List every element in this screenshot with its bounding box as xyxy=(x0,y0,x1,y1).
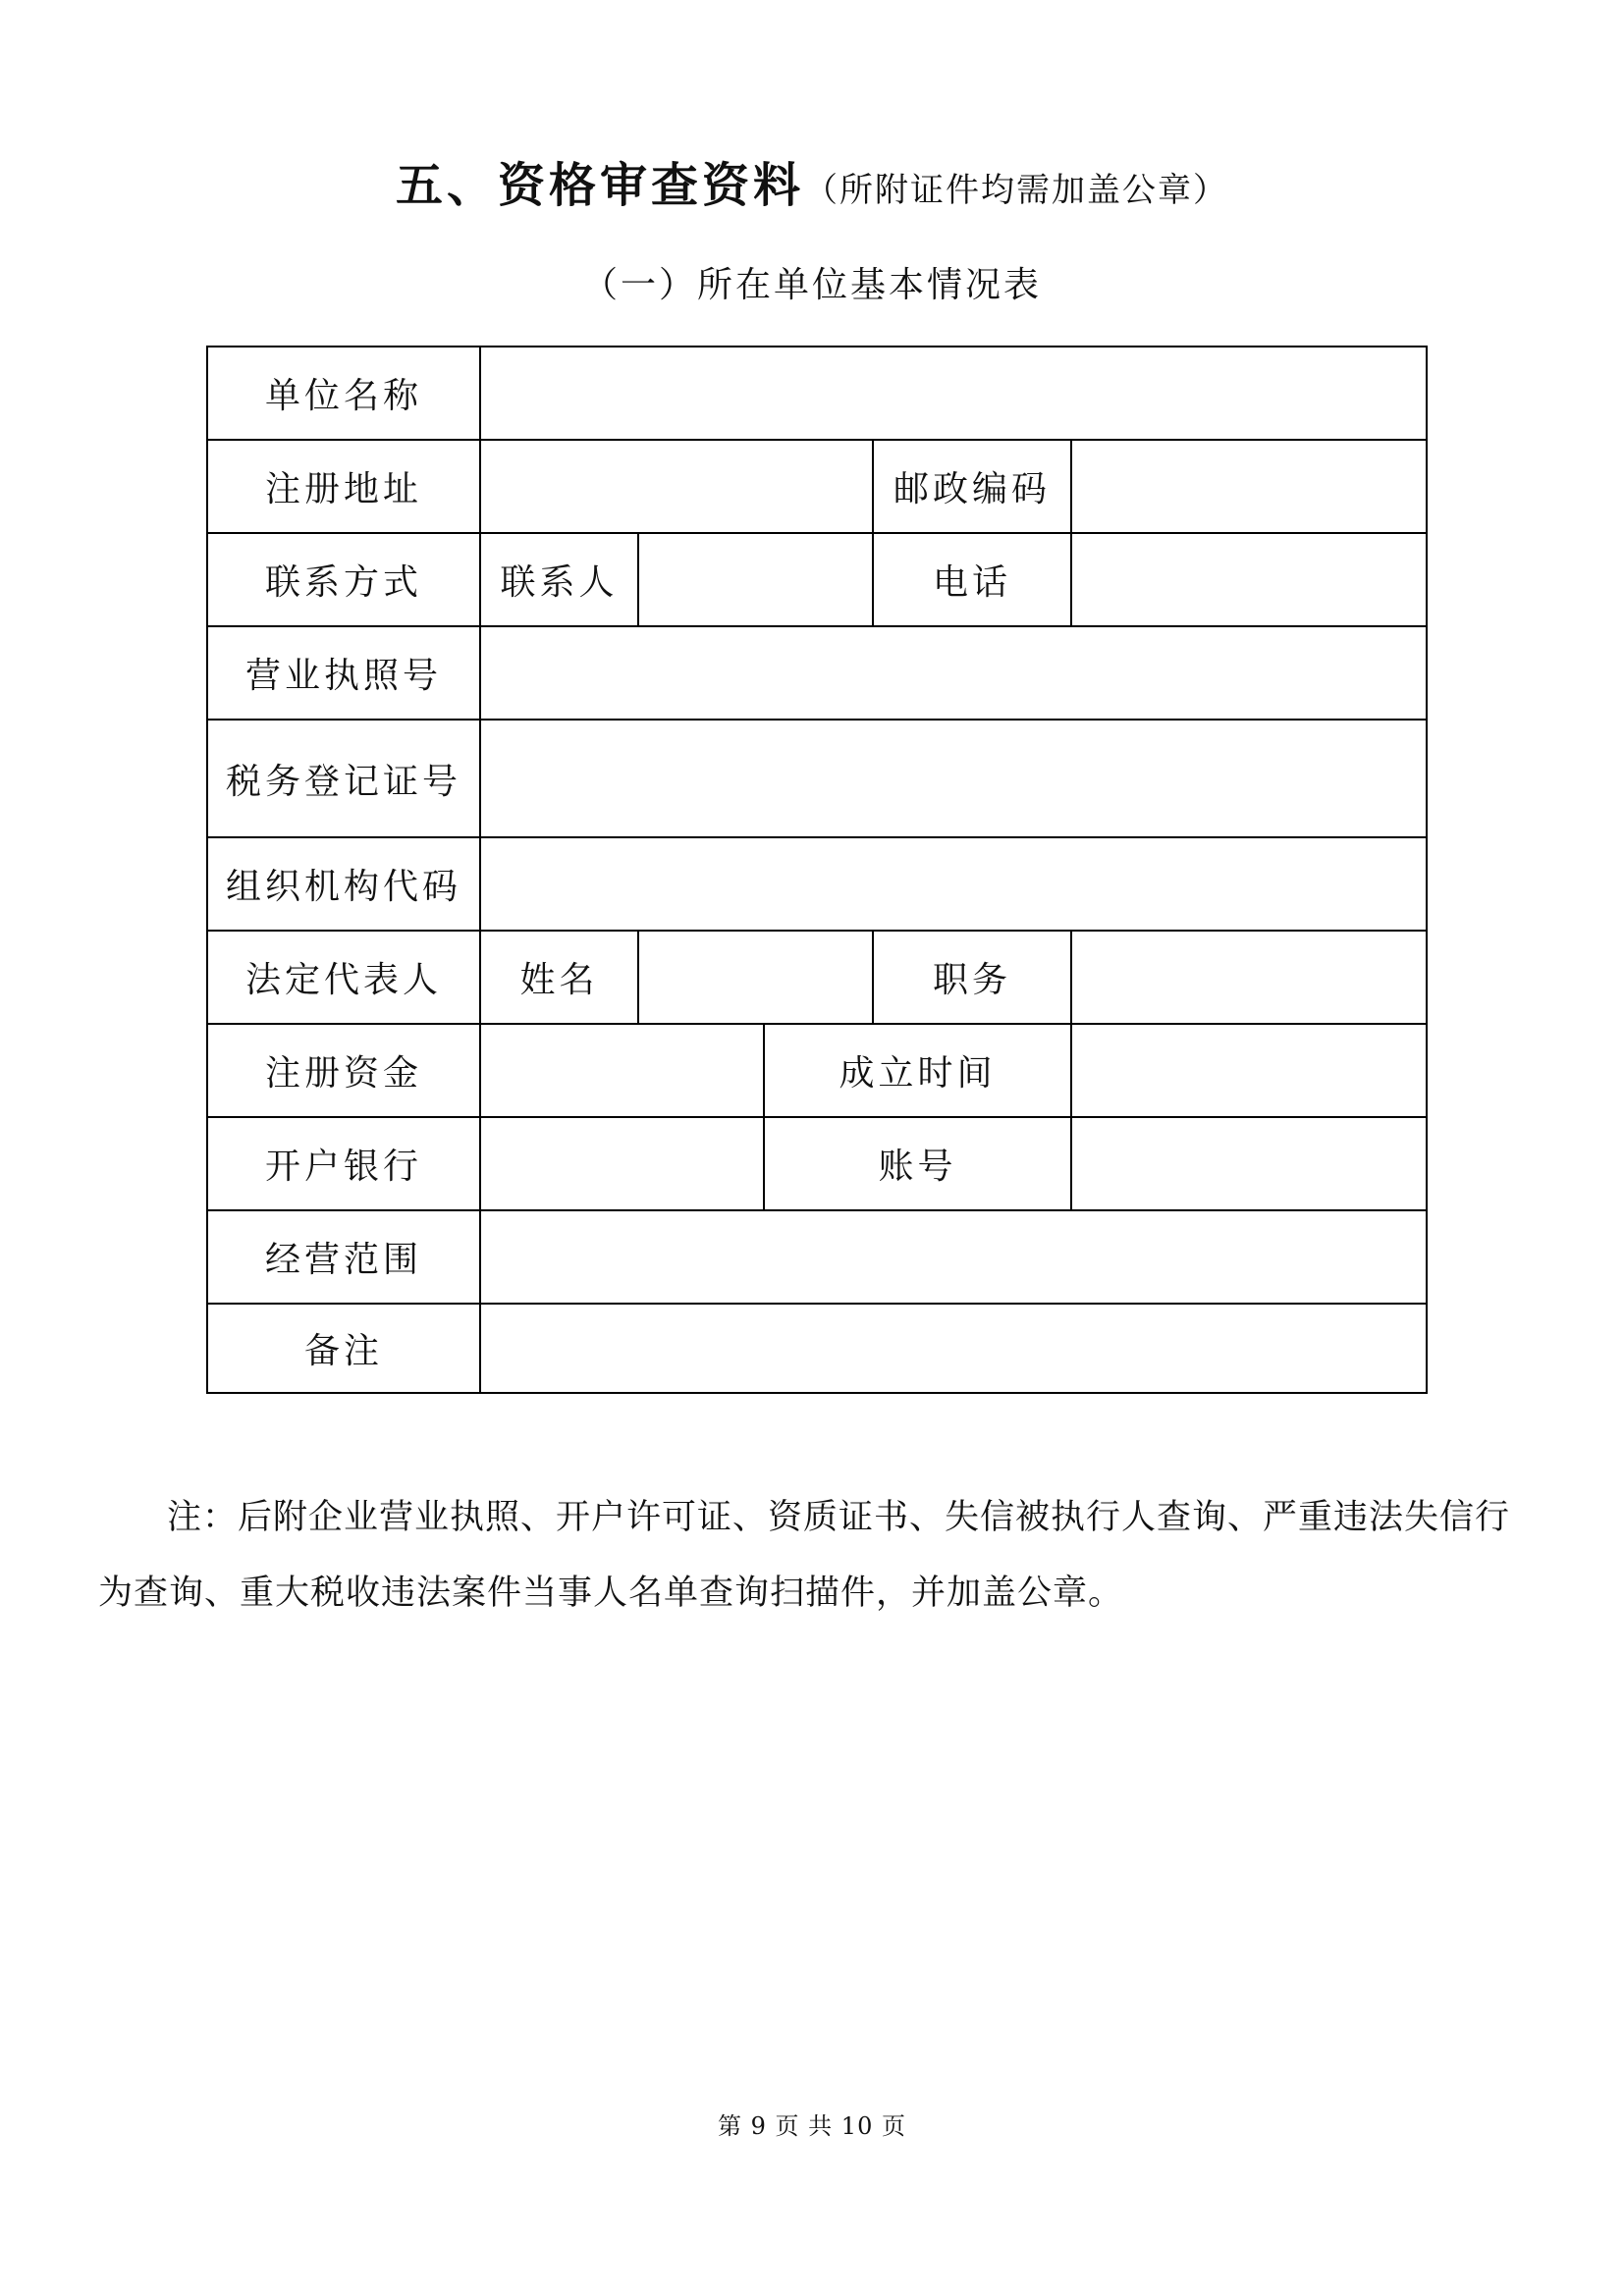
remarks-field[interactable] xyxy=(481,1305,1426,1392)
heading-main: 五、资格审查资料 xyxy=(395,158,804,213)
unit-name-field[interactable] xyxy=(481,347,1426,441)
reg-address-field[interactable] xyxy=(481,441,874,534)
reg-capital-field[interactable] xyxy=(481,1025,765,1118)
label-contact-person: 联系人 xyxy=(481,534,639,627)
label-business-scope: 经营范围 xyxy=(208,1211,481,1305)
founded-field[interactable] xyxy=(1072,1025,1426,1118)
label-org-code: 组织机构代码 xyxy=(208,838,481,932)
attachment-note: 注：后附企业营业执照、开户许可证、资质证书、失信被执行人查询、严重违法失信行为查询、重大税收违法案件当事人名单查询扫描件，并加盖公章。 xyxy=(98,1498,1511,1613)
heading-note: （所附证件均需加盖公章） xyxy=(804,171,1228,210)
account-field[interactable] xyxy=(1072,1118,1426,1211)
label-remarks: 备注 xyxy=(208,1305,481,1392)
label-founded: 成立时间 xyxy=(765,1025,1072,1118)
phone-field[interactable] xyxy=(1072,534,1426,627)
rep-name-field[interactable] xyxy=(639,932,874,1025)
postcode-field[interactable] xyxy=(1072,441,1426,534)
label-contact: 联系方式 xyxy=(208,534,481,627)
label-business-license: 营业执照号 xyxy=(208,627,481,721)
label-rep-position: 职务 xyxy=(874,932,1072,1025)
company-info-table xyxy=(206,346,1428,1394)
label-bank: 开户银行 xyxy=(208,1118,481,1211)
business-scope-field[interactable] xyxy=(481,1211,1426,1305)
rep-position-field[interactable] xyxy=(1072,932,1426,1025)
page-heading xyxy=(0,147,1624,215)
business-license-field[interactable] xyxy=(481,627,1426,721)
label-reg-address: 注册地址 xyxy=(208,441,481,534)
label-rep-name: 姓名 xyxy=(481,932,639,1025)
label-postcode: 邮政编码 xyxy=(874,441,1072,534)
label-phone: 电话 xyxy=(874,534,1072,627)
contact-person-field[interactable] xyxy=(639,534,874,627)
tax-registration-field[interactable] xyxy=(481,721,1426,838)
label-reg-capital: 注册资金 xyxy=(208,1025,481,1118)
label-legal-rep: 法定代表人 xyxy=(208,932,481,1025)
label-unit-name: 单位名称 xyxy=(208,347,481,441)
page-footer: 第 9 页 共 10 页 xyxy=(718,2112,906,2140)
table-title: （一）所在单位基本情况表 xyxy=(581,265,1042,305)
bank-field[interactable] xyxy=(481,1118,765,1211)
org-code-field[interactable] xyxy=(481,838,1426,932)
label-account: 账号 xyxy=(765,1118,1072,1211)
label-tax-registration: 税务登记证号 xyxy=(208,721,481,838)
